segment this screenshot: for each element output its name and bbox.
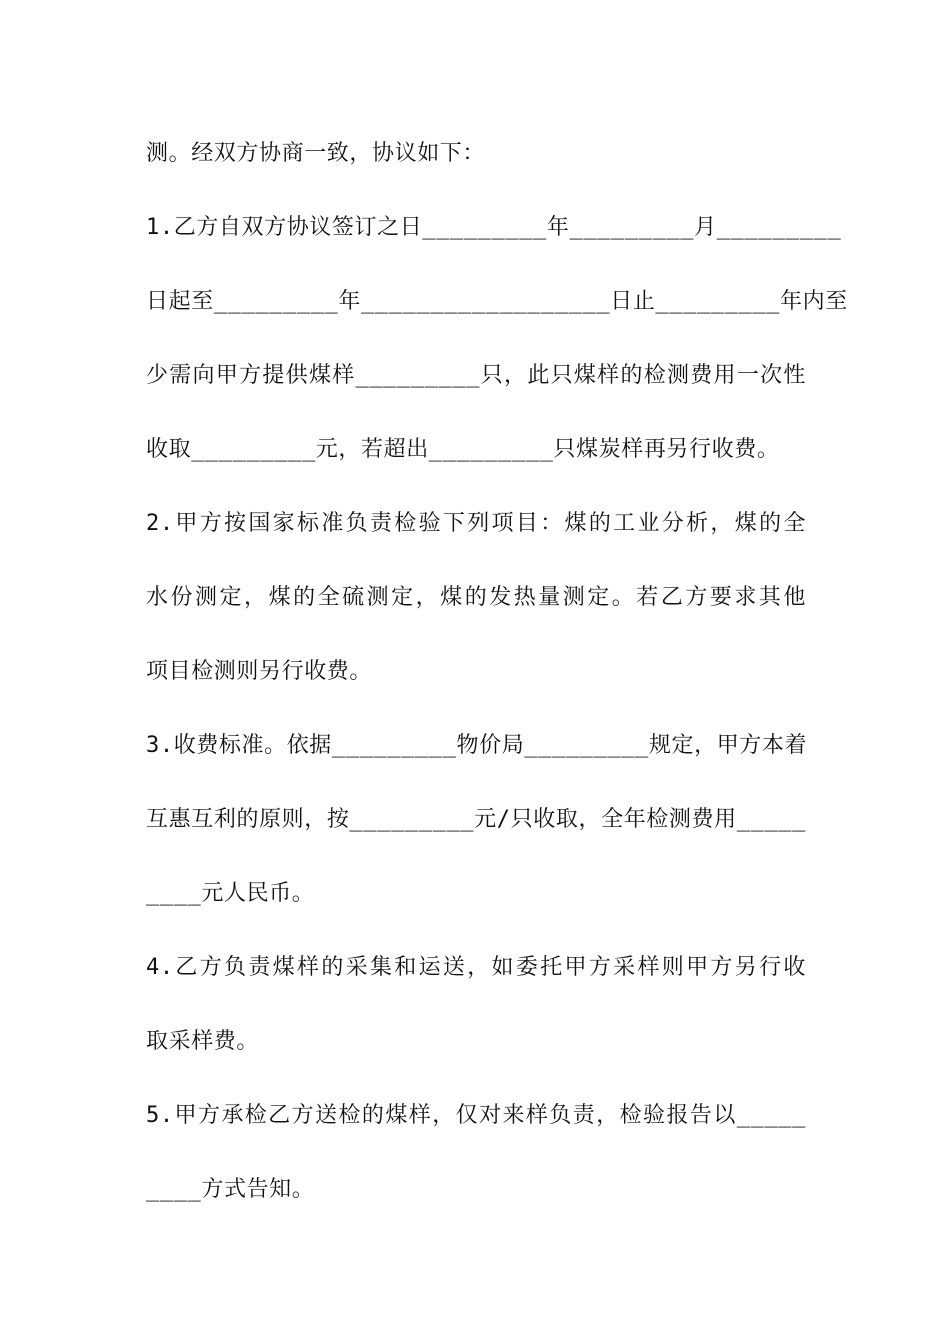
text-line: 3.收费标准。依据_________物价局_________规定，甲方本着: [146, 733, 808, 758]
text-line: 互惠互利的原则，按_________元/只收取，全年检测费用_____: [146, 807, 806, 832]
text-line: 2.甲方按国家标准负责检验下列项目：煤的工业分析，煤的全: [146, 511, 806, 536]
text-line: 5.甲方承检乙方送检的煤样，仅对来样负责，检验报告以_____: [146, 1103, 806, 1128]
text-line: 收取_________元，若超出_________只煤炭样再另行收费。: [146, 437, 780, 462]
text-line: 项目检测则另行收费。: [146, 659, 373, 684]
text-line: 1.乙方自双方协议签订之日_________年_________月_________: [146, 215, 842, 240]
text-line: 日起至_________年__________________日止_________年内至: [146, 289, 848, 314]
text-line: 取采样费。: [146, 1029, 260, 1054]
text-line: 测。经双方协商一致，协议如下：: [146, 141, 486, 166]
text-line: ____方式告知。: [146, 1177, 315, 1202]
text-line: 水份测定，煤的全硫测定，煤的发热量测定。若乙方要求其他: [146, 585, 806, 610]
text-line: 少需向甲方提供煤样_________只，此只煤样的检测费用一次性: [146, 363, 806, 388]
text-line: ____元人民币。: [146, 881, 315, 906]
text-line: 4.乙方负责煤样的采集和运送，如委托甲方采样则甲方另行收: [146, 955, 806, 980]
